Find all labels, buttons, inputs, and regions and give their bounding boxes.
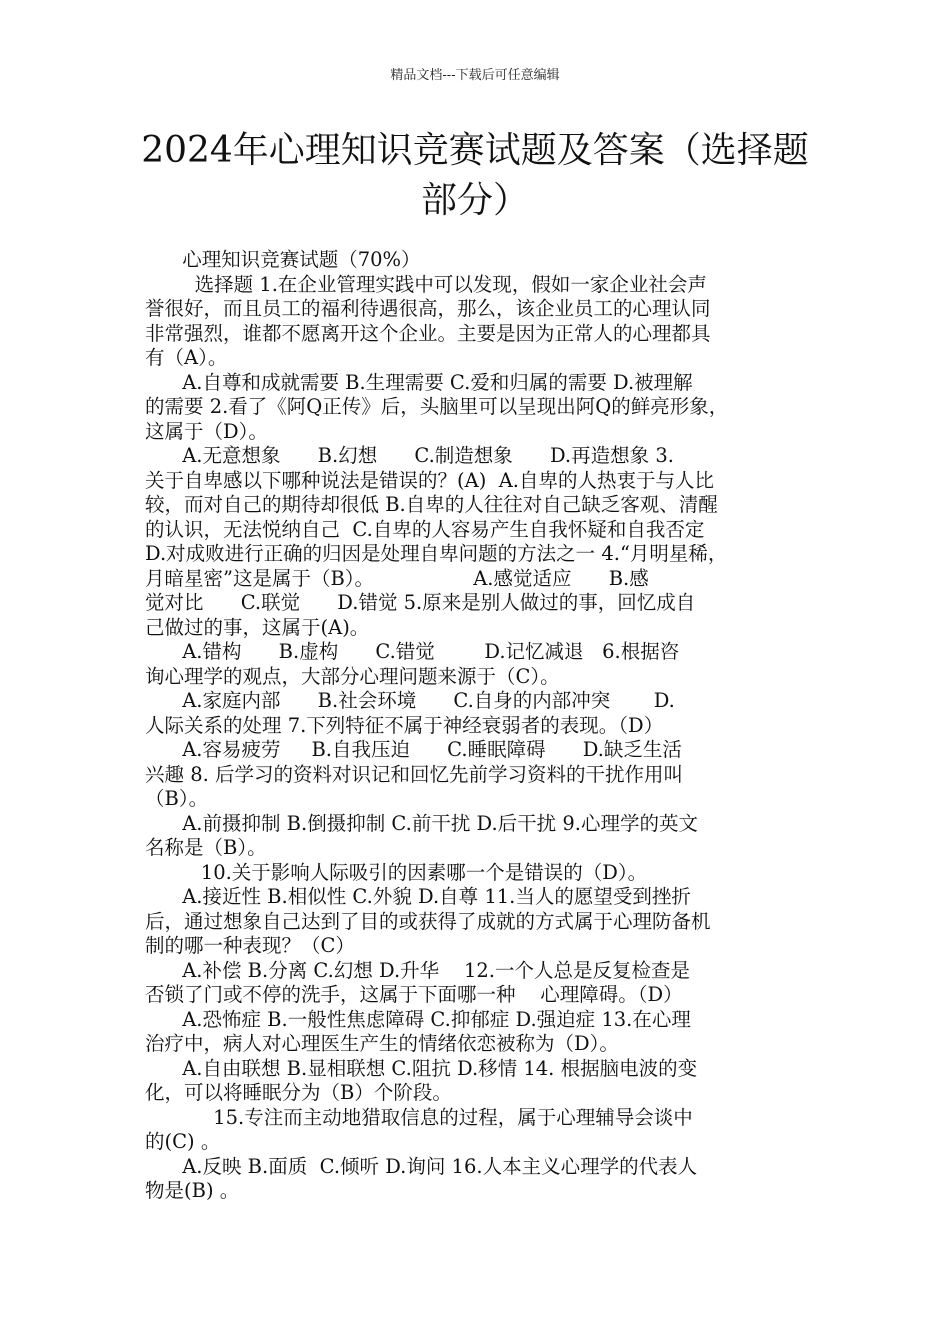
body-line: A.容易疲劳 B.自我压迫 C.睡眠障碍 D.缺乏生活 xyxy=(145,738,682,761)
body-line: 10.关于影响人际吸引的因素哪一个是错误的（D）。 xyxy=(145,860,648,884)
body-line: 选择题 1.在企业管理实践中可以发现，假如一家企业社会声 xyxy=(145,272,707,296)
body-line: A.自尊和成就需要 B.生理需要 C.爱和归属的需要 D.被理解 xyxy=(145,370,693,394)
body-line: 关于自卑感以下哪种说法是错误的？(A) A.自卑的人热衷于与人比 xyxy=(145,468,714,492)
body-line: 的认识，无法悦纳自己 C.自卑的人容易产生自我怀疑和自我否定 xyxy=(145,517,705,541)
body-line: 物是(B) 。 xyxy=(145,1179,240,1202)
body-line: 较，而对自己的期待却很低 B.自卑的人往往对自己缺乏客观、清醒 xyxy=(145,493,718,516)
body-line: 誉很好，而且员工的福利待遇很高，那么，该企业员工的心理认同 xyxy=(145,297,711,320)
body-line: 非常强烈，谁都不愿离开这个企业。主要是因为正常人的心理都具 xyxy=(145,321,711,345)
body-line: 的(C) 。 xyxy=(145,1130,221,1153)
body-line: D.对成败进行正确的归因是处理自卑问题的方法之一 4.“月明星稀， xyxy=(145,542,728,565)
body-line: 后，通过想象自己达到了目的或获得了成就的方式属于心理防备机 xyxy=(145,909,711,933)
body-line: 化，可以将睡眠分为（B）个阶段。 xyxy=(145,1081,452,1104)
document-body xyxy=(145,248,815,1204)
body-line: 名称是（B）。 xyxy=(145,836,267,859)
body-line: 的需要 2.看了《阿Q正传》后，头脑里可以呈现出阿Q的鲜亮形象， xyxy=(145,395,729,418)
body-line: A.错构 B.虚构 C.错觉 D.记忆减退 6.根据咨 xyxy=(145,640,680,663)
body-line: 询心理学的观点，大部分心理问题来源于（C）。 xyxy=(145,664,560,688)
body-line: 人际关系的处理 7.下列特征不属于神经衰弱者的表现。（D） xyxy=(145,713,664,737)
body-line: A.无意想象 B.幻想 C.制造想象 D.再造想象 3. xyxy=(145,444,674,467)
body-line: A.反映 B.面质 C.倾听 D.询问 16.人本主义心理学的代表人 xyxy=(145,1154,698,1178)
body-line: 兴趣 8. 后学习的资料对识记和回忆先前学习资料的干扰作用叫 xyxy=(145,762,684,786)
document-title xyxy=(60,126,890,226)
body-line: 心理知识竞赛试题（70%） xyxy=(145,248,421,271)
page-header: 精品文档---下载后可任意编辑 xyxy=(390,68,560,83)
body-line: 己做过的事，这属于(A)。 xyxy=(145,615,370,639)
body-line: 否锁了门或不停的洗手，这属于下面哪一种 心理障碍。（D） xyxy=(145,983,683,1006)
body-line: 这属于（D）。 xyxy=(145,419,268,443)
body-line: 觉对比 C.联觉 D.错觉 5.原来是别人做过的事，回忆成自 xyxy=(145,591,696,614)
body-line: A.恐怖症 B.一般性焦虑障碍 C.抑郁症 D.强迫症 13.在心理 xyxy=(145,1007,691,1031)
body-line: 15.专注而主动地猎取信息的过程，属于心理辅导会谈中 xyxy=(145,1105,693,1129)
title-line: 2024年心理知识竞赛试题及答案（选择题 xyxy=(141,130,809,171)
body-line: 月暗星密”这是属于（B）。 A.感觉适应 B.感 xyxy=(145,566,649,590)
body-line: 制的哪一种表现？（C） xyxy=(145,934,355,957)
body-line: （B）。 xyxy=(145,787,209,810)
body-line: A.补偿 B.分离 C.幻想 D.升华 12.一个人总是反复检查是 xyxy=(145,958,690,982)
body-line: A.家庭内部 B.社会环境 C.自身的内部冲突 D. xyxy=(145,689,675,712)
body-line: A.接近性 B.相似性 C.外貌 D.自尊 11.当人的愿望受到挫折 xyxy=(145,885,691,908)
body-line: 有（A）。 xyxy=(145,346,228,369)
title-line: 部分） xyxy=(420,180,529,221)
body-line: A.前摄抑制 B.倒摄抑制 C.前干扰 D.后干扰 9.心理学的英文 xyxy=(145,811,698,835)
body-line: A.自由联想 B.显相联想 C.阻抗 D.移情 14. 根据脑电波的变 xyxy=(145,1056,698,1080)
body-line: 治疗中，病人对心理医生产生的情绪依恋被称为（D）。 xyxy=(145,1032,619,1055)
